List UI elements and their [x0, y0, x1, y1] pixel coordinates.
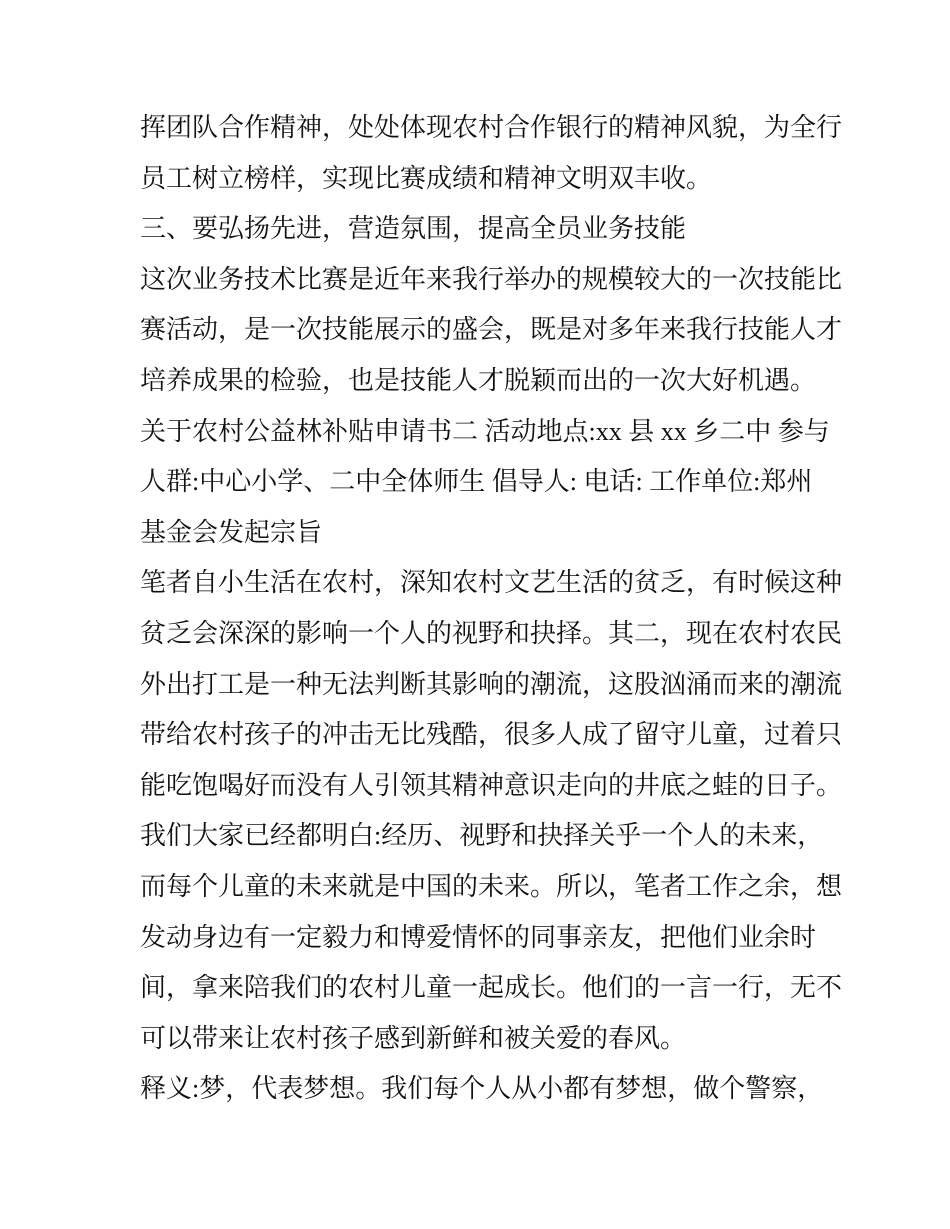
text-line: 我们大家已经都明白:经历、视野和抉择关乎一个人的未来， [140, 821, 824, 851]
text-line: 释义:梦，代表梦想。我们每个人从小都有梦想，做个警察， [140, 1074, 824, 1104]
text-line: 关于农村公益林补贴申请书二 活动地点:xx 县 xx 乡二中 参与 [140, 416, 830, 446]
text-line: 笔者自小生活在农村，深知农村文艺生活的贫乏，有时候这种 [140, 568, 843, 598]
text-line: 外出打工是一种无法判断其影响的潮流，这股汹涌而来的潮流 [140, 669, 843, 699]
section-heading: 三、要弘扬先进，营造氛围，提高全员业务技能 [140, 214, 687, 244]
text-line: 这次业务技术比赛是近年来我行举办的规模较大的一次技能比 [140, 264, 843, 294]
text-line: 间，拿来陪我们的农村儿童一起成长。他们的一言一行，无不 [140, 973, 843, 1003]
text-line: 发动身边有一定毅力和博爱情怀的同事亲友，把他们业余时 [140, 922, 817, 952]
text-line: 贫乏会深深的影响一个人的视野和抉择。其二，现在农村农民 [140, 618, 843, 648]
text-line: 能吃饱喝好而没有人引领其精神意识走向的井底之蛙的日子。 [140, 770, 843, 800]
document-page [140, 103, 843, 1115]
text-line: 而每个儿童的未来就是中国的未来。所以，笔者工作之余，想 [140, 871, 843, 901]
text-line: 带给农村孩子的冲击无比残酷，很多人成了留守儿童，过着只 [140, 720, 843, 750]
text-line: 赛活动，是一次技能展示的盛会，既是对多年来我行技能人才 [140, 315, 843, 345]
text-line: 人群:中心小学、二中全体师生 倡导人: 电话: 工作单位:郑州 [140, 467, 813, 497]
text-line: 可以带来让农村孩子感到新鲜和被关爱的春风。 [140, 1023, 687, 1053]
text-line: 员工树立榜样，实现比赛成绩和精神文明双丰收。 [140, 163, 713, 193]
text-line: 培养成果的检验，也是技能人才脱颖而出的一次大好机遇。 [140, 365, 817, 395]
text-line: 挥团队合作精神，处处体现农村合作银行的精神风貌，为全行 [140, 113, 843, 142]
text-line: 基金会发起宗旨 [140, 517, 323, 547]
